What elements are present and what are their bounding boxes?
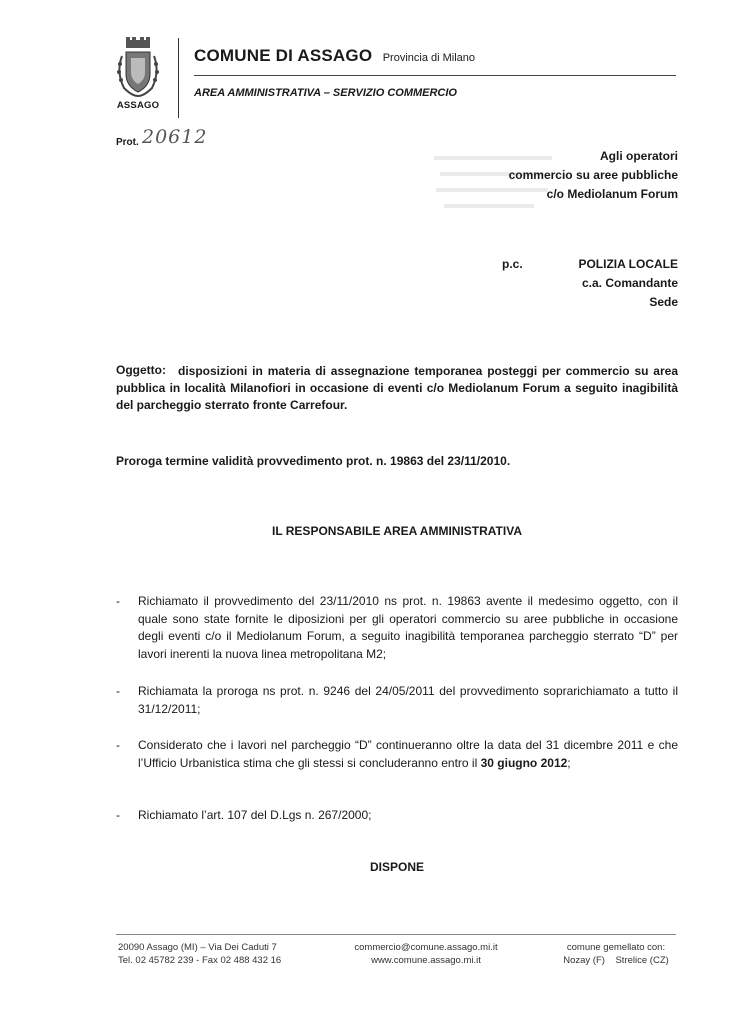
recipient-line-1: Agli operatori xyxy=(599,149,678,163)
list-item-text xyxy=(138,737,678,772)
list-item xyxy=(116,807,678,825)
subject-label: Oggetto: xyxy=(116,363,166,377)
list-item-text: Richiamata la proroga ns prot. n. 9246 del 24/05/2011 del provvedimento soprarichiamato a tutto il 31/12/2011; xyxy=(138,684,678,716)
header-divider xyxy=(194,75,676,76)
footer-website: www.comune.assago.mi.it xyxy=(371,955,481,966)
list-item-text: Richiamato l’art. 107 del D.Lgs n. 267/2000; xyxy=(138,808,372,822)
footer-address xyxy=(118,941,281,967)
footer-contacts xyxy=(346,941,506,967)
twin-towns-label: comune gemellato con: xyxy=(566,942,666,953)
list-dash: - xyxy=(116,594,120,608)
municipality-name: COMUNE DI ASSAGO xyxy=(194,46,373,65)
dispone-heading: DISPONE xyxy=(369,860,424,874)
footer-email: commercio@comune.assago.mi.it xyxy=(354,942,498,953)
cc-line-2: c.a. Comandante xyxy=(581,276,678,290)
list-dash: - xyxy=(116,808,120,822)
list-item-text-part: Considerato che i lavori nel parcheggio “D” continueranno oltre la data del 31 dicembre 2011 e che l’Ufficio Urbanistica stima che gli stessi si concluderanno entro il xyxy=(138,738,678,770)
list-item-text-end: ; xyxy=(567,755,571,770)
crest-label: ASSAGO xyxy=(116,100,160,111)
list-item xyxy=(116,593,678,663)
cc-label: p.c. xyxy=(502,257,523,271)
protocol-label: Prot. xyxy=(116,137,139,148)
subject-text: disposizioni in materia di assegnazione temporanea posteggi per commercio su area pubblica in località Milanofiori in occasione di eventi c/o Mediolanum Forum a seguito inagibilità del parcheggio sterrato fronte Carrefour. xyxy=(116,364,678,412)
footer-address-line: 20090 Assago (MI) – Via Dei Caduti 7 xyxy=(118,942,277,953)
footer-phone-line: Tel. 02 45782 239 - Fax 02 488 432 16 xyxy=(118,955,282,966)
list-dash: - xyxy=(116,738,120,752)
protocol-number-handwritten: 20612 xyxy=(142,126,208,148)
cc-line-1: POLIZIA LOCALE xyxy=(578,257,678,271)
extension-line: Proroga termine validità provvedimento prot. n. 19863 del 23/11/2010. xyxy=(116,454,511,468)
header-vertical-divider xyxy=(178,38,179,118)
list-item xyxy=(116,737,678,772)
recipient-line-3: c/o Mediolanum Forum xyxy=(546,187,678,201)
list-item-text: Richiamato il provvedimento del 23/11/2010 ns prot. n. 19863 avente il medesimo oggetto, con il quale sono state fornite le diposizioni per gli operatori commercio su aree pubbliche in occasione degli eventi c/o il Mediolanum Forum, a seguito inagibilità temporanea parcheggio sterrato “D” per lavori inerenti la nuova linea metropolitana M2; xyxy=(138,594,678,661)
list-dash: - xyxy=(116,684,120,698)
province-name: Provincia di Milano xyxy=(382,52,476,64)
deadline-date: 30 giugno 2012 xyxy=(480,755,568,770)
header-title xyxy=(194,46,475,66)
list-item xyxy=(116,683,678,718)
twin-towns-list: Nozay (F) Strelice (CZ) xyxy=(563,955,669,966)
section-heading: IL RESPONSABILE AREA AMMINISTRATIVA xyxy=(271,524,522,538)
footer-divider xyxy=(116,934,676,935)
recipient-line-2: commercio su aree pubbliche xyxy=(508,168,678,182)
footer-twin-towns xyxy=(556,941,676,967)
cc-line-3: Sede xyxy=(649,295,678,309)
faint-stamp-mark xyxy=(430,150,560,220)
department-name: AREA AMMINISTRATIVA – SERVIZIO COMMERCIO xyxy=(194,87,457,99)
